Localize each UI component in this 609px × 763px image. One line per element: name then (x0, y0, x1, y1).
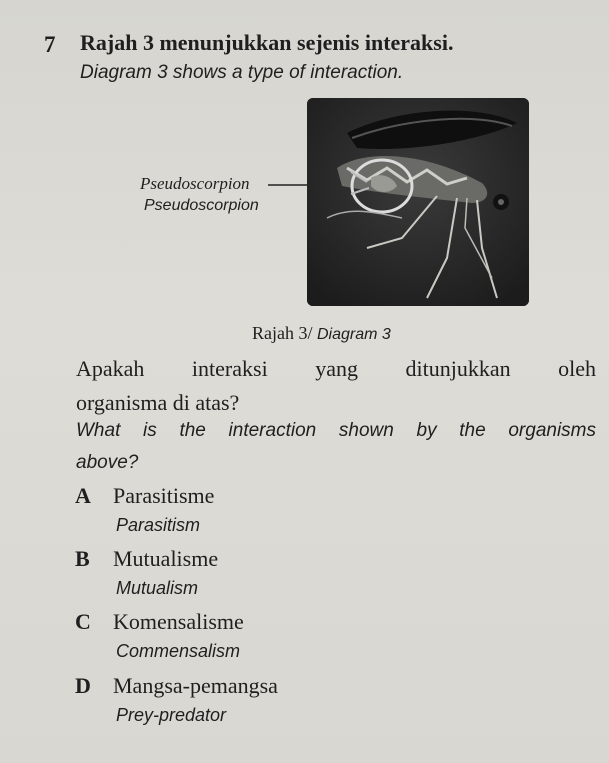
prompt-english-line1: What is the interaction shown by the organisms (76, 420, 596, 441)
prompt-malay-line1: Apakah interaksi yang ditunjukkan oleh (76, 356, 596, 381)
option-c-malay[interactable]: Komensalisme (113, 609, 244, 634)
prompt-malay-line2: organisma di atas? (76, 390, 240, 415)
insect-photo (307, 98, 529, 306)
figure-label-english: Pseudoscorpion (144, 197, 259, 214)
option-d-letter: D (75, 673, 91, 698)
option-d-english: Prey-predator (116, 705, 227, 725)
question-stem-english: Diagram 3 shows a type of interaction. (80, 62, 404, 83)
figure-caption-english: Diagram 3 (317, 326, 391, 343)
option-a-english: Parasitism (116, 515, 201, 535)
question-number: 7 (44, 32, 56, 57)
option-c-english: Commensalism (116, 641, 241, 661)
option-a-letter: A (75, 483, 91, 508)
question-stem-malay: Rajah 3 menunjukkan sejenis interaksi. (80, 30, 454, 55)
option-b-english: Mutualism (116, 578, 199, 598)
option-b-letter: B (75, 546, 90, 571)
option-d-malay[interactable]: Mangsa-pemangsa (113, 673, 278, 698)
option-a-malay[interactable]: Parasitisme (113, 483, 215, 508)
option-c-letter: C (75, 609, 91, 634)
option-b-malay[interactable]: Mutualisme (113, 546, 219, 571)
figure-label-malay: Pseudoscorpion (140, 174, 250, 193)
prompt-english-line2: above? (76, 452, 139, 473)
figure-caption (252, 323, 391, 344)
figure-caption-malay: Rajah 3/ (252, 323, 313, 343)
